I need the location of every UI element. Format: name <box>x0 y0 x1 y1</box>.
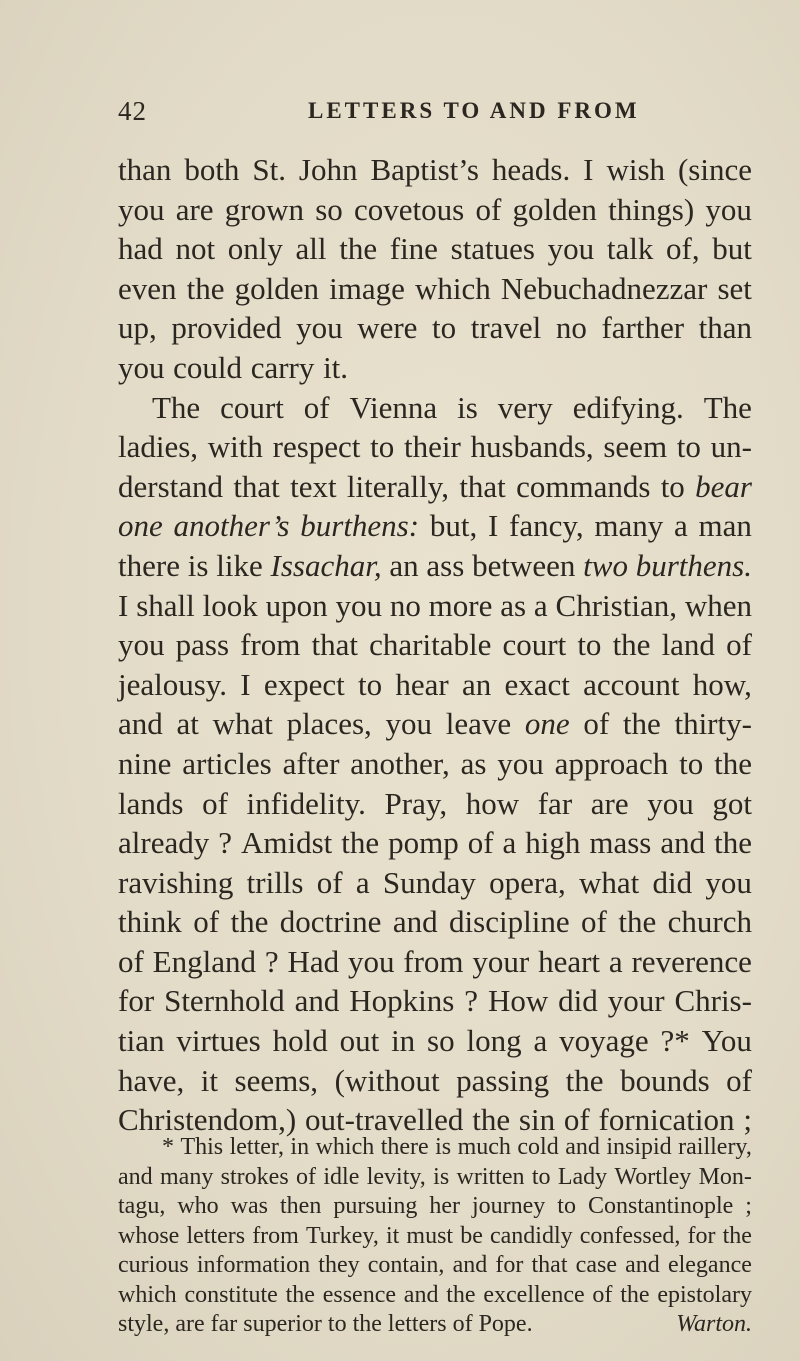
footnote-last-text: style, are far superior to the letters of Pope. <box>118 1311 533 1337</box>
body-line: you are grown so covetous of golden things) you <box>118 191 752 227</box>
body-line: lands of infidelity. Pray, how far are you got <box>118 785 752 821</box>
footnote-line: which constitute the essence and the excellence of the epistolary <box>118 1281 752 1308</box>
footnote-line: curious information they contain, and for that case and elegance <box>118 1252 752 1278</box>
body-line: I shall look upon you no more as a Christian, when <box>118 587 752 623</box>
body-line: there is like Issachar, an ass between two burthens. <box>118 547 752 583</box>
footnote-line: and many strokes of idle levity, is written to Lady Wortley Mon- <box>118 1163 752 1190</box>
running-head <box>118 96 752 132</box>
letter-body <box>118 150 752 1140</box>
body-line: already ? Amidst the pomp of a high mass and the <box>118 825 752 861</box>
footnote-line: * This letter, in which there is much cold and insipid raillery, <box>162 1134 752 1160</box>
running-title: LETTERS TO AND FROM <box>308 98 640 123</box>
body-line: The court of Vienna is very edifying. The <box>152 389 752 425</box>
body-line: had not only all the fine statues you talk of, but <box>118 231 752 267</box>
body-line: jealousy. I expect to hear an exact account how, <box>118 666 752 702</box>
footnote-line <box>118 1310 752 1340</box>
footnote-line: tagu, who was then pursuing her journey to Constantinople ; <box>118 1193 752 1219</box>
body-line: up, provided you were to travel no farther than <box>118 310 752 346</box>
body-line: than both St. John Baptist’s heads. I wish (since <box>118 152 752 187</box>
body-line: even the golden image which Nebuchadnezzar set <box>118 270 752 306</box>
body-line: ravishing trills of a Sunday opera, what did you <box>118 864 752 900</box>
body-line: tian virtues hold out in so long a voyage ?* You <box>118 1023 752 1059</box>
body-line: one another’s burthens: but, I fancy, many a man <box>118 508 752 544</box>
footnote <box>118 1133 752 1340</box>
body-line: you could carry it. <box>118 349 349 385</box>
body-line: you pass from that charitable court to the land of <box>118 627 752 663</box>
body-line: have, it seems, (without passing the bounds of <box>118 1062 752 1098</box>
body-line: ladies, with respect to their husbands, seem to un- <box>118 429 752 465</box>
body-line: of England ? Had you from your heart a reverence <box>118 943 752 979</box>
footnote-signature: Warton. <box>676 1311 752 1337</box>
body-line: Christendom,) out-travelled the sin of fornication ; <box>118 1102 752 1138</box>
page-number: 42 <box>118 96 147 126</box>
footnote-line: whose letters from Turkey, it must be candidly confessed, for the <box>118 1222 752 1249</box>
body-line: for Sternhold and Hopkins ? How did your Chris- <box>118 983 752 1019</box>
body-line: derstand that text literally, that commands to bear <box>118 468 752 504</box>
body-line: and at what places, you leave one of the thirty- <box>118 706 752 742</box>
body-line: nine articles after another, as you approach to the <box>118 745 752 781</box>
body-line: think of the doctrine and discipline of the church <box>118 904 752 940</box>
